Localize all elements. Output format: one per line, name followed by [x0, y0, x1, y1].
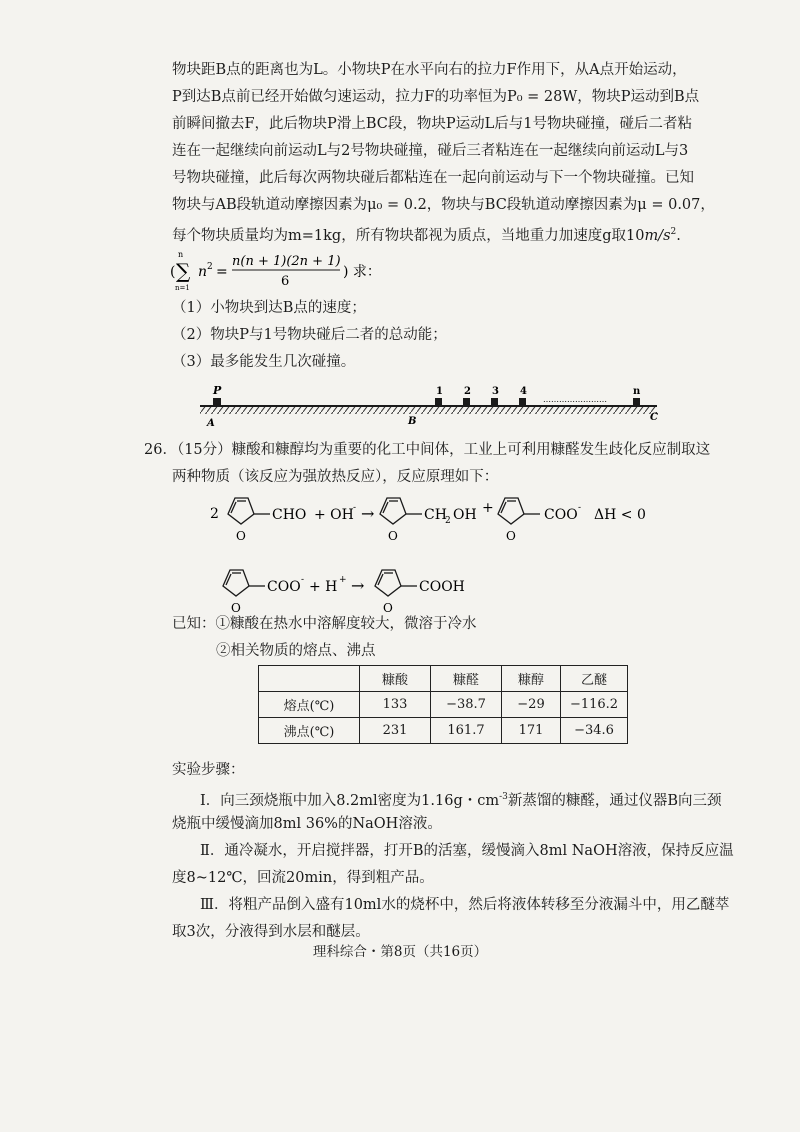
furan-ring-5	[375, 570, 417, 596]
table-cell: 171	[502, 718, 561, 744]
p26-line-2: 两种物质（该反应为强放热反应），反应原理如下：	[172, 469, 499, 485]
sum-term-exp: 2	[207, 262, 213, 272]
step-1-line-2: 烧瓶中缓慢滴加8ml 36%的NaOH溶液。	[172, 816, 442, 832]
question-2: （2）物块P与1号物块碰后二者的总动能；	[172, 327, 447, 343]
label-2: 2	[464, 386, 471, 397]
table-cell: −116.2	[561, 692, 628, 718]
sum-upper: n	[178, 250, 184, 259]
plus-2: +	[482, 500, 494, 516]
label-4: 4	[520, 386, 527, 397]
question-3: （3）最多能发生几次碰撞。	[172, 354, 356, 370]
properties-table	[258, 665, 628, 744]
label-a: A	[207, 418, 215, 429]
arrow-2: →	[351, 576, 365, 595]
ch2-group: CH	[424, 507, 447, 523]
table-cell: 沸点(℃)	[259, 718, 360, 744]
coo-charge-2: -	[301, 575, 305, 585]
p25-line-3: 前瞬间撤去F，此后物块P滑上BC段，物块P运动L后与1号物块碰撞，碰后二者粘	[172, 116, 692, 132]
table-row	[259, 718, 628, 744]
table-header-cell: 糠醛	[431, 666, 502, 692]
reaction-1	[208, 488, 668, 548]
sum-formula	[168, 248, 398, 292]
page-footer: 理科综合・第8页（共16页）	[312, 944, 488, 960]
table-cell: 133	[360, 692, 431, 718]
known-2: ②相关物质的熔点、沸点	[216, 643, 376, 659]
track-diagram	[195, 380, 675, 430]
table-cell: −29	[502, 692, 561, 718]
p25-line-4: 连在一起继续向前运动L与2号物块碰撞，碰后三者粘连在一起继续向前运动L与3	[172, 143, 689, 159]
block-4	[519, 398, 526, 406]
p25-line-7-end: .	[676, 228, 681, 244]
table-cell: 161.7	[431, 718, 502, 744]
furan-ring-3	[498, 498, 540, 524]
table-header-cell: 糠酸	[360, 666, 431, 692]
track-hatching	[200, 407, 657, 414]
sum-symbol: ∑	[176, 259, 191, 283]
h-charge: +	[339, 575, 347, 585]
label-n: n	[633, 386, 641, 397]
sum-numerator: n(n + 1)(2n + 1)	[232, 254, 341, 269]
unit-mps: m/s	[644, 228, 671, 244]
block-3	[491, 398, 498, 406]
sum-lower: n=1	[175, 284, 190, 292]
table-cell: −34.6	[561, 718, 628, 744]
step-1-line-1	[200, 787, 722, 811]
step-1-text: Ⅰ．向三颈烧瓶中加入8.2ml密度为1.16g・cm	[200, 793, 500, 809]
sum-open: (	[170, 264, 176, 280]
step-3-line-2: 取3次，分液得到水层和醚层。	[172, 924, 370, 940]
coo-group-2: COO	[267, 579, 301, 595]
p25-line-7	[172, 222, 681, 246]
sum-term: n	[198, 264, 208, 280]
p25-line-6: 物块与AB段轨道动摩擦因素为μ₀ = 0.2，物块与BC段轨道动摩擦因素为μ = 0.07，	[172, 197, 715, 213]
table-header-cell	[259, 666, 360, 692]
label-p: P	[213, 384, 222, 397]
step-3-line-1: Ⅲ．将粗产品倒入盛有10ml水的烧杯中，然后将液体转移至分液漏斗中，用乙醚萃	[200, 897, 730, 913]
block-n	[633, 398, 640, 406]
table-row	[259, 692, 628, 718]
plus-h: + H	[309, 579, 338, 595]
label-b: B	[408, 416, 417, 427]
dots: ……………………	[543, 395, 607, 404]
oxygen-4: O	[231, 601, 241, 615]
coef-2: 2	[210, 506, 219, 522]
sum-eq: =	[216, 264, 228, 280]
step-1-text-end: 新蒸馏的糠醛，通过仪器B向三颈	[507, 793, 722, 809]
arrow-1: →	[361, 504, 375, 523]
table-cell: 231	[360, 718, 431, 744]
step-2-line-1: Ⅱ．通冷凝水，开启搅拌器，打开B的活塞，缓慢滴入8ml NaOH溶液，保持反应温	[200, 843, 734, 859]
oxygen-2: O	[388, 529, 398, 543]
label-c: C	[650, 412, 658, 423]
furan-ring-4	[223, 570, 265, 596]
table-header-cell: 糠醇	[502, 666, 561, 692]
coo-group: COO	[544, 507, 578, 523]
cho-group: CHO	[272, 507, 307, 523]
steps-title: 实验步骤：	[172, 762, 245, 778]
block-2	[463, 398, 470, 406]
question-1: （1）小物块到达B点的速度；	[172, 300, 366, 316]
block-p	[213, 398, 221, 406]
oh-group: OH	[453, 507, 477, 523]
oh-charge: -	[353, 503, 357, 513]
plus-oh: + OH	[314, 507, 354, 523]
p25-line-7-text: 每个物块质量均为m=1kg，所有物块都视为质点，当地重力加速度g取10	[172, 228, 645, 244]
reaction-2	[215, 562, 515, 618]
furan-ring-2	[380, 498, 422, 524]
cooh-group: COOH	[419, 579, 465, 595]
label-1: 1	[436, 386, 443, 397]
table-cell: 熔点(℃)	[259, 692, 360, 718]
p25-line-5: 号物块碰撞，此后每次两物块碰后都粘连在一起向前运动与下一个物块碰撞。已知	[172, 170, 694, 186]
table-header-cell: 乙醚	[561, 666, 628, 692]
p25-line-1: 物块距B点的距离也为L。小物块P在水平向右的拉力F作用下，从A点开始运动，	[172, 62, 687, 78]
step-2-line-2: 度8~12℃，回流20min，得到粗产品。	[172, 870, 434, 886]
furan-ring-1	[228, 498, 270, 524]
block-1	[435, 398, 442, 406]
table-header-row	[259, 666, 628, 692]
unit-exp: 2	[670, 227, 677, 237]
oxygen-1: O	[236, 529, 246, 543]
p26-line-1: 26．（15分）糠酸和糠醇均为重要的化工中间体，工业上可利用糠醛发生歧化反应制取这	[144, 442, 711, 458]
step-1-exp: -3	[499, 792, 508, 802]
oxygen-3: O	[506, 529, 516, 543]
p25-line-2: P到达B点前已经开始做匀速运动，拉力F的功率恒为P₀ = 28W，物块P运动到B点	[172, 89, 700, 105]
coo-charge: -	[578, 503, 582, 513]
sum-close: ) 求：	[343, 264, 381, 280]
table-cell: −38.7	[431, 692, 502, 718]
oxygen-5: O	[383, 601, 393, 615]
known-1: 已知：①糠酸在热水中溶解度较大，微溶于冷水	[172, 616, 477, 632]
delta-h: ΔH < 0	[594, 507, 646, 523]
label-3: 3	[492, 386, 499, 397]
sum-denominator: 6	[281, 274, 290, 289]
ch2-sub: 2	[445, 516, 451, 526]
